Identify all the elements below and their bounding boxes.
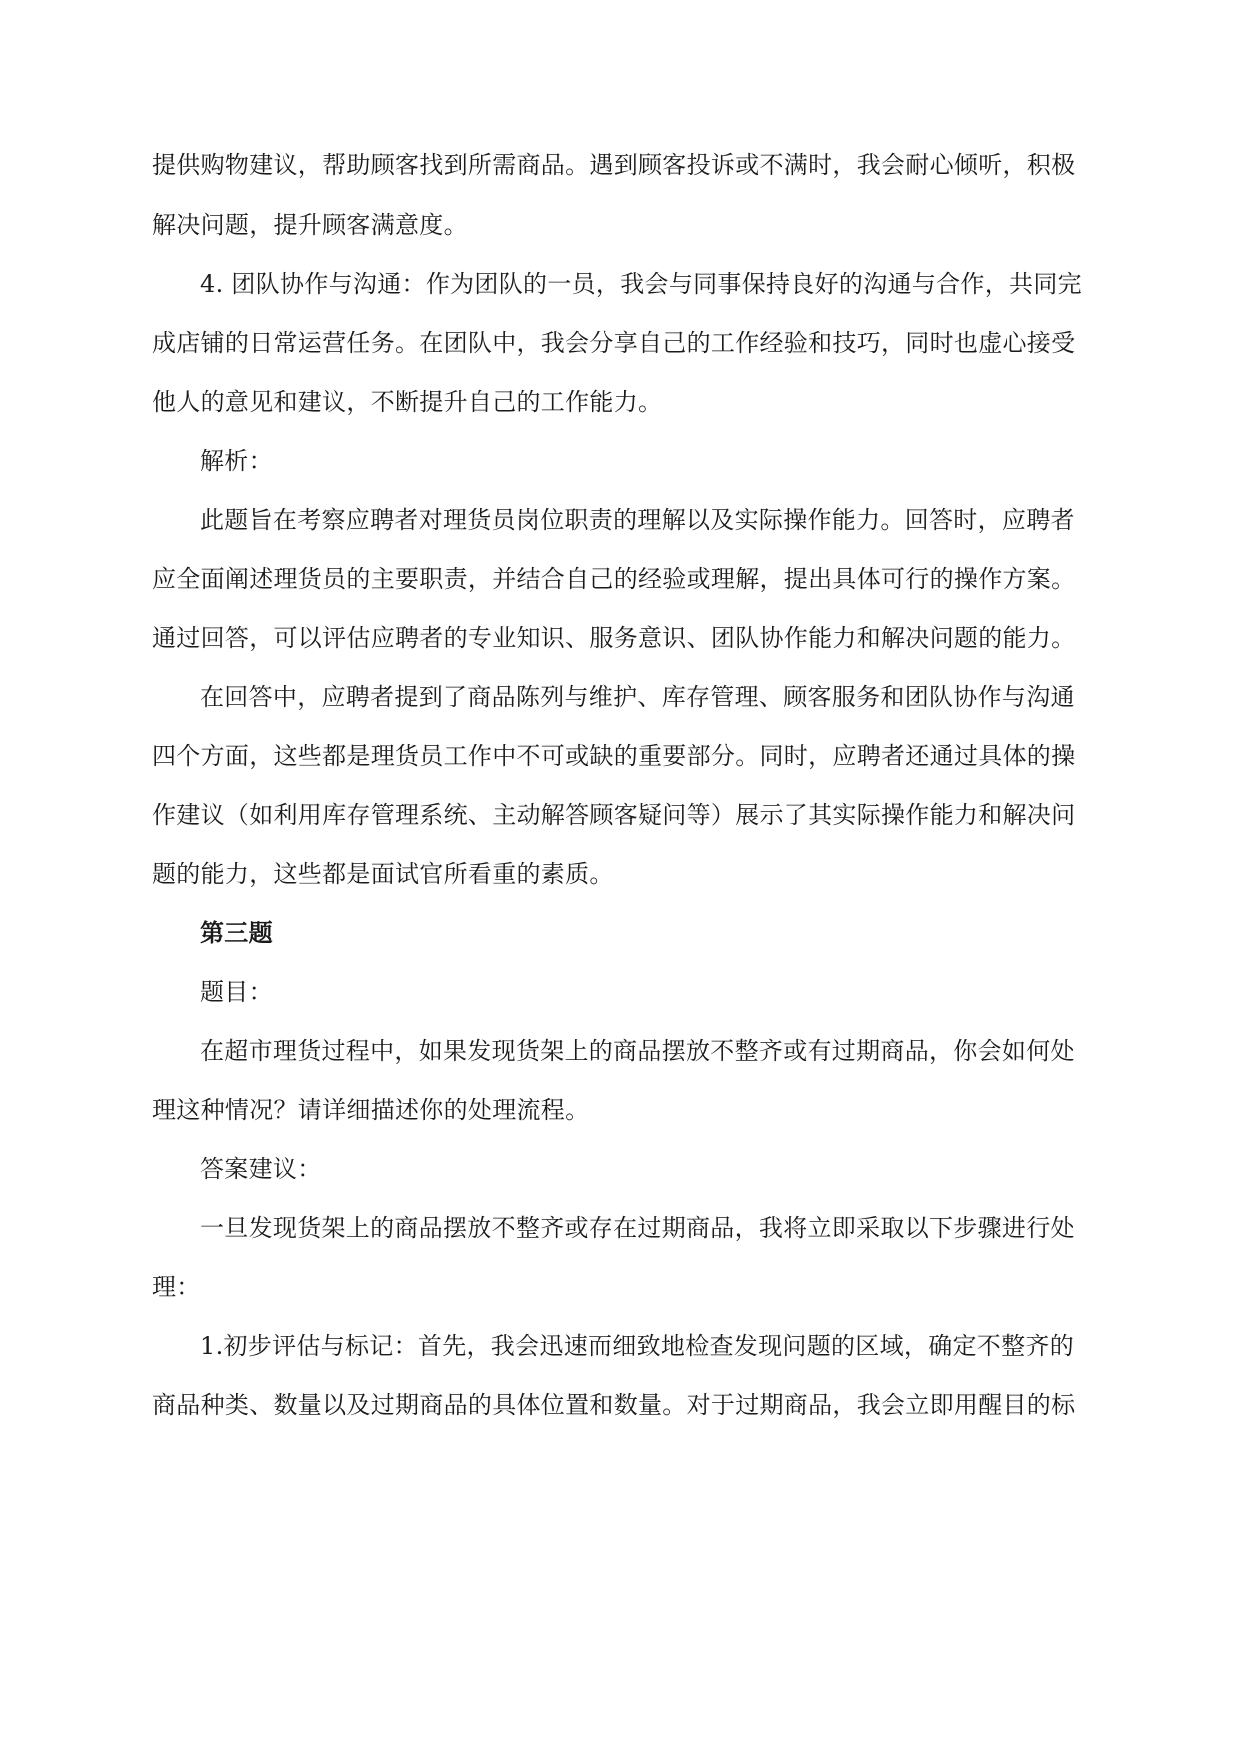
text-line: 1.初步评估与标记：首先，我会迅速而细致地检查发现问题的区域，确定不整齐的: [200, 1332, 1074, 1360]
text-line: 4. 团队协作与沟通：作为团队的一员，我会与同事保持良好的沟通与合作，共同完: [200, 270, 1082, 298]
text-line: 此题旨在考察应聘者对理货员岗位职责的理解以及实际操作能力。回答时，应聘者: [200, 506, 1075, 534]
text-line: 题的能力，这些都是面试官所看重的素质。: [152, 860, 614, 888]
text-line: 应全面阐述理货员的主要职责，并结合自己的经验或理解，提出具体可行的操作方案。: [152, 565, 1076, 593]
text-line: 提供购物建议，帮助顾客找到所需商品。遇到顾客投诉或不满时，我会耐心倾听，积极: [152, 151, 1076, 179]
text-line: 商品种类、数量以及过期商品的具体位置和数量。对于过期商品，我会立即用醒目的标: [152, 1391, 1076, 1419]
text-line: 成店铺的日常运营任务。在团队中，我会分享自己的工作经验和技巧，同时也虚心接受: [152, 329, 1076, 357]
section-label: 题目：: [200, 978, 273, 1006]
text-line: 通过回答，可以评估应聘者的专业知识、服务意识、团队协作能力和解决问题的能力。: [152, 624, 1076, 652]
text-line: 解决问题，提升顾客满意度。: [152, 211, 468, 239]
text-line: 理：: [152, 1273, 201, 1301]
text-line: 作建议（如利用库存管理系统、主动解答顾客疑问等）展示了其实际操作能力和解决问: [152, 801, 1076, 829]
section-label: 解析：: [200, 447, 273, 475]
text-line: 他人的意见和建议，不断提升自己的工作能力。: [152, 388, 663, 416]
text-line: 理这种情况？请详细描述你的处理流程。: [152, 1096, 590, 1124]
text-line: 在回答中，应聘者提到了商品陈列与维护、库存管理、顾客服务和团队协作与沟通: [200, 683, 1075, 711]
text-line: 在超市理货过程中，如果发现货架上的商品摆放不整齐或有过期商品，你会如何处: [200, 1037, 1075, 1065]
section-label: 答案建议：: [200, 1155, 322, 1183]
text-line: 四个方面，这些都是理货员工作中不可或缺的重要部分。同时，应聘者还通过具体的操: [152, 742, 1076, 770]
section-heading: 第三题: [200, 918, 273, 947]
text-line: 一旦发现货架上的商品摆放不整齐或存在过期商品，我将立即采取以下步骤进行处: [200, 1214, 1075, 1242]
